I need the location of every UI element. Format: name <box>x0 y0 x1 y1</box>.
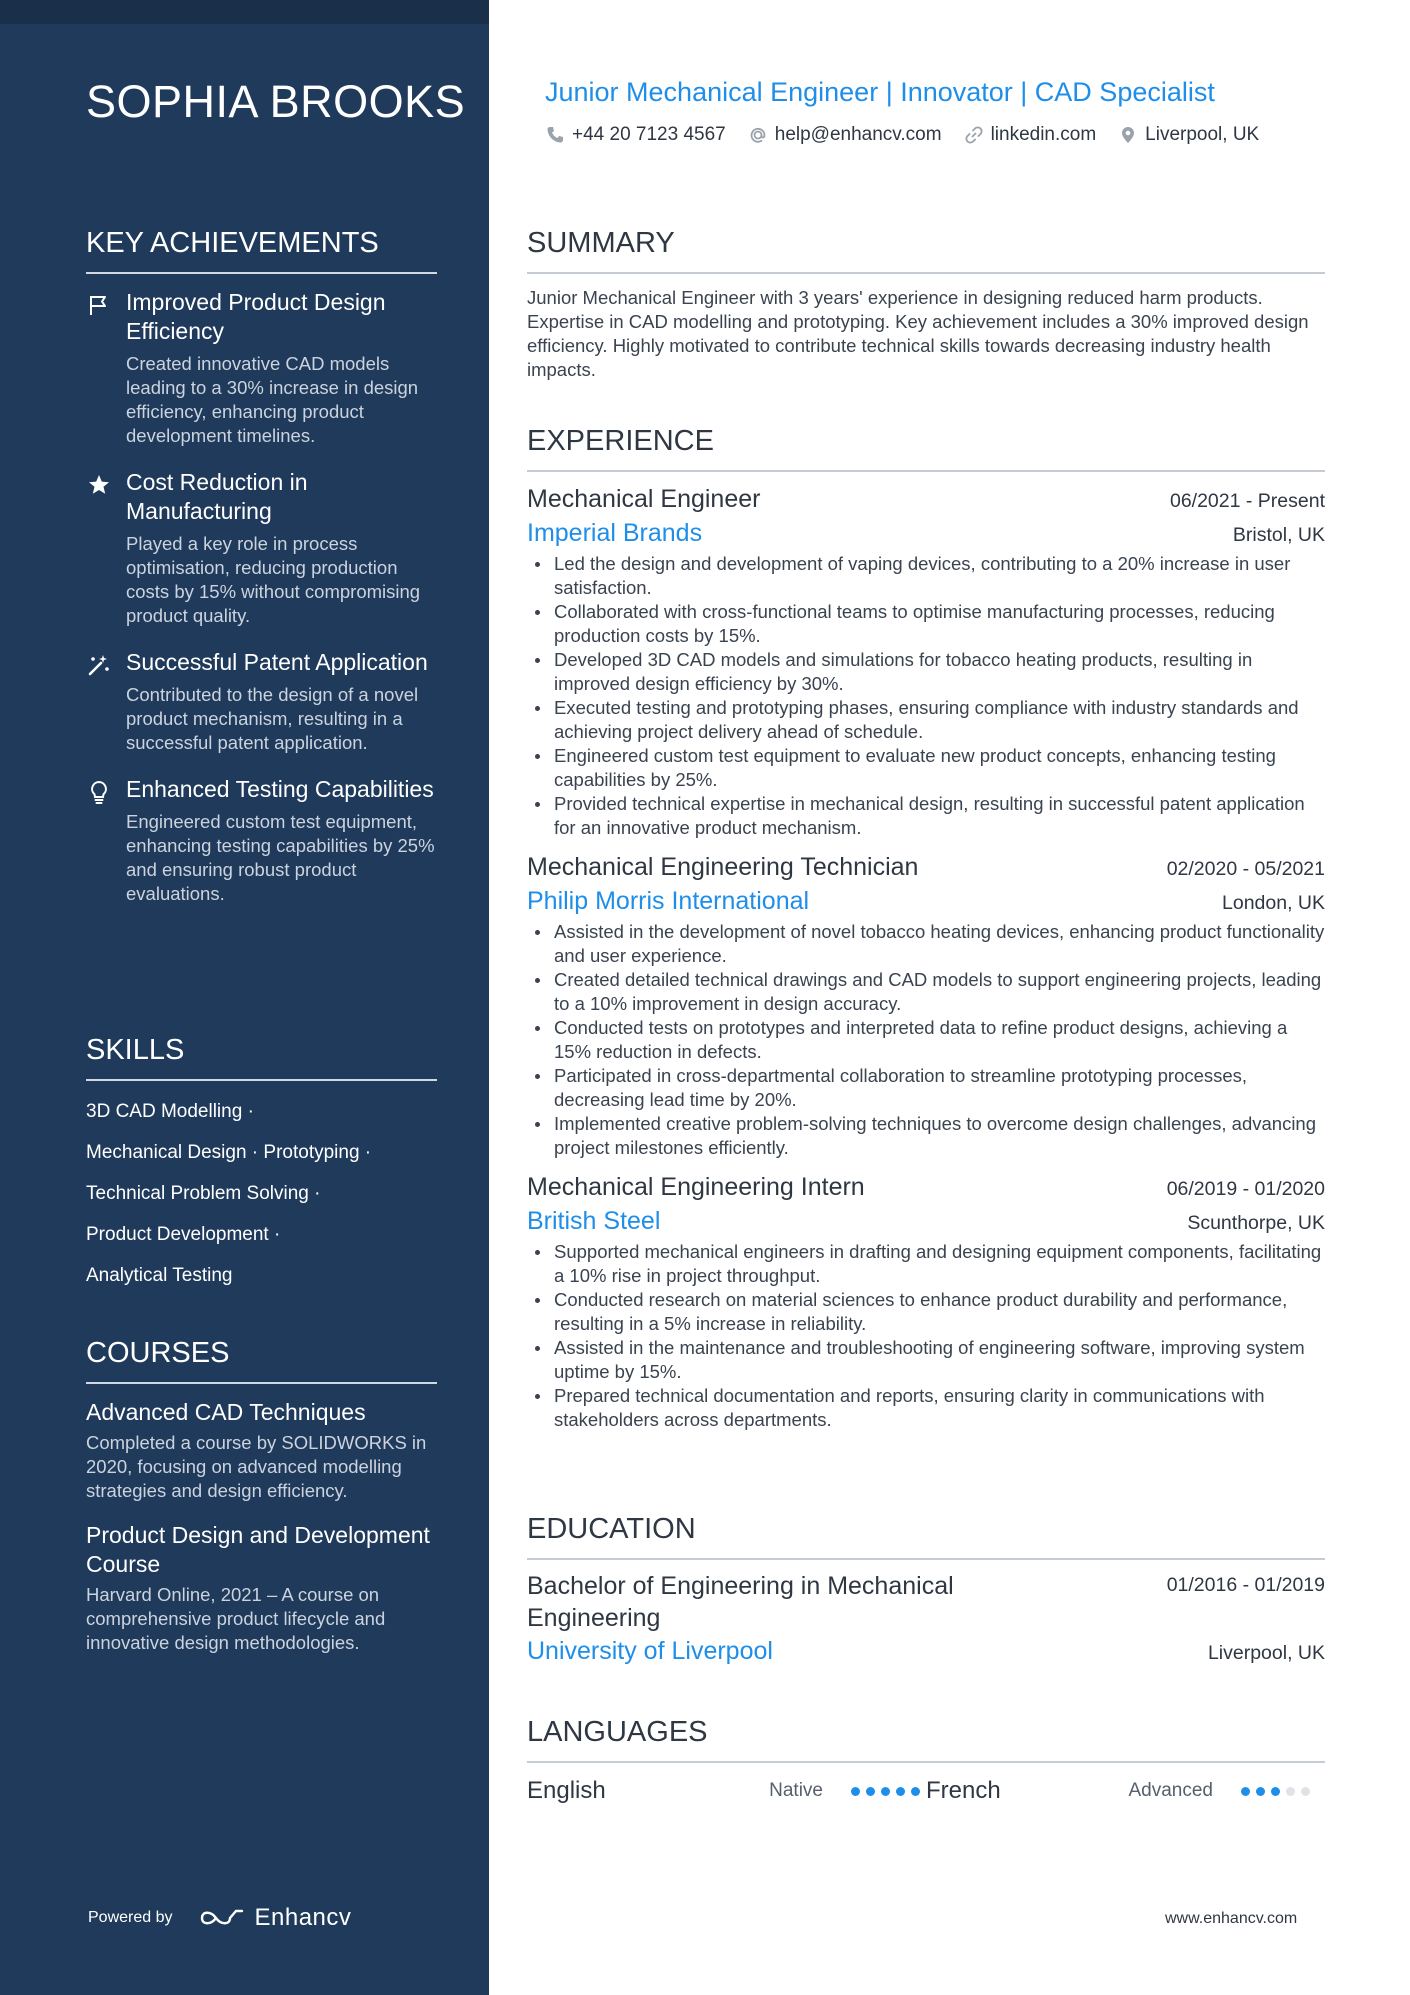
job-location: Scunthorpe, UK <box>1187 1212 1325 1234</box>
education-heading: EDUCATION <box>527 1512 1325 1560</box>
language-name: English <box>527 1777 606 1804</box>
email-text: help@enhancv.com <box>774 124 942 145</box>
sidebar <box>0 0 489 1995</box>
language-level: Native <box>769 1780 823 1801</box>
location-text: Liverpool, UK <box>1145 124 1260 145</box>
enhancv-logo-icon <box>199 1906 245 1930</box>
achievement-item <box>86 288 437 448</box>
bullet-item: Participated in cross-departmental collaboration to streamline prototyping processes, decreasing lead time by 20%. <box>554 1064 1325 1112</box>
powered-by <box>88 1904 351 1932</box>
job-company[interactable]: British Steel <box>527 1207 661 1235</box>
bullet-item: Led the design and development of vaping devices, contributing to a 20% increase in user satisfaction. <box>554 552 1325 600</box>
school-name[interactable]: University of Liverpool <box>527 1637 773 1665</box>
achievement-item <box>86 648 437 755</box>
languages-section <box>527 1715 1325 1809</box>
linkedin-text: linkedin.com <box>990 124 1097 145</box>
proficiency-dot <box>1271 1787 1280 1796</box>
skill-row: Analytical Testing <box>86 1265 233 1286</box>
bullet-item: Collaborated with cross-functional teams to optimise manufacturing processes, reducing production costs by 15%. <box>554 600 1325 648</box>
job-location: London, UK <box>1222 892 1325 914</box>
language-item <box>527 1777 926 1805</box>
achievement-description: Played a key role in process optimisation, reducing production costs by 15% without compromising product quality. <box>126 533 421 626</box>
achievement-title: Successful Patent Application <box>126 649 428 675</box>
powered-by-label: Powered by <box>88 1909 173 1926</box>
job-bullets <box>527 920 1325 1160</box>
contact-linkedin[interactable] <box>964 124 1097 146</box>
achievement-description: Created innovative CAD models leading to a 30% increase in design efficiency, enhancing product development timelines. <box>126 353 419 446</box>
job-entry <box>527 482 1325 840</box>
skills-section <box>86 1033 437 1296</box>
bullet-item: Provided technical expertise in mechanical design, resulting in successful patent application for an innovative product mechanism. <box>554 792 1325 840</box>
flag-icon <box>86 292 112 318</box>
phone-icon <box>545 125 565 145</box>
achievement-item <box>86 468 437 628</box>
course-description: Harvard Online, 2021 – A course on comprehensive product lifecycle and innovative design methodologies. <box>86 1584 386 1653</box>
bullet-item: Assisted in the maintenance and troubleshooting of engineering software, improving system uptime by 15%. <box>554 1336 1325 1384</box>
job-entry <box>527 1170 1325 1432</box>
proficiency-dot <box>881 1787 890 1796</box>
bullet-item: Prepared technical documentation and reports, ensuring clarity in communications with stakeholders across departments. <box>554 1384 1325 1432</box>
skill-row: Mechanical Design · Prototyping · <box>86 1142 372 1163</box>
link-icon <box>964 125 984 145</box>
job-bullets <box>527 552 1325 840</box>
achievement-title: Improved Product Design Efficiency <box>126 289 386 344</box>
experience-section <box>527 424 1325 1432</box>
summary-section <box>527 226 1325 382</box>
job-title: Mechanical Engineering Technician <box>527 853 919 881</box>
bullet-item: Assisted in the development of novel tobacco heating devices, enhancing product functionality and user experience. <box>554 921 1325 966</box>
bullet-item: Implemented creative problem-solving techniques to overcome design challenges, advancing project milestones efficiently. <box>554 1112 1325 1160</box>
contact-location <box>1118 124 1259 146</box>
language-proficiency-dots <box>1241 1787 1316 1796</box>
lightbulb-icon <box>86 779 112 805</box>
skill-row: 3D CAD Modelling · <box>86 1101 254 1122</box>
degree-title: Bachelor of Engineering in Mechanical Engineering <box>527 1572 954 1632</box>
contact-email[interactable] <box>748 124 942 146</box>
skill-row: Product Development · <box>86 1224 281 1245</box>
course-title: Product Design and Development Course <box>86 1522 430 1577</box>
bullet-item: Developed 3D CAD models and simulations for tobacco heating products, resulting in improved design efficiency by 30%. <box>554 648 1325 696</box>
achievement-description: Contributed to the design of a novel product mechanism, resulting in a successful patent application. <box>126 684 419 753</box>
location-pin-icon <box>1118 125 1138 145</box>
course-description: Completed a course by SOLIDWORKS in 2020, focusing on advanced modelling strategies and design efficiency. <box>86 1432 427 1501</box>
courses-section <box>86 1336 437 1673</box>
proficiency-dot <box>896 1787 905 1796</box>
summary-heading: SUMMARY <box>527 226 1325 274</box>
proficiency-dot <box>1241 1787 1250 1796</box>
job-title: Mechanical Engineering Intern <box>527 1173 865 1201</box>
course-item <box>86 1521 437 1655</box>
bullet-item: Conducted research on material sciences to enhance product durability and performance, resulting in a 5% increase in reliability. <box>554 1288 1325 1336</box>
bullet-item: Conducted tests on prototypes and interpreted data to refine product designs, achieving a 15% reduction in defects. <box>554 1016 1325 1064</box>
proficiency-dot <box>851 1787 860 1796</box>
job-bullets <box>527 1240 1325 1432</box>
language-proficiency-dots <box>851 1787 926 1796</box>
job-title: Mechanical Engineer <box>527 485 761 513</box>
job-date: 06/2021 - Present <box>1169 490 1325 512</box>
language-item <box>926 1777 1325 1805</box>
education-section <box>527 1512 1325 1668</box>
job-location: Bristol, UK <box>1232 524 1325 546</box>
language-level: Advanced <box>1128 1780 1213 1801</box>
contact-phone[interactable] <box>545 124 726 146</box>
skill-row: Technical Problem Solving · <box>86 1183 321 1204</box>
education-location: Liverpool, UK <box>1207 1642 1325 1664</box>
job-date: 02/2020 - 05/2021 <box>1166 858 1325 880</box>
contact-bar <box>545 124 1281 146</box>
education-entry <box>527 1570 1325 1668</box>
sidebar-top-strip <box>0 0 489 24</box>
bullet-item: Engineered custom test equipment to evaluate new product concepts, enhancing testing capabilities by 25%. <box>554 744 1325 792</box>
bullet-item: Supported mechanical engineers in drafting and designing equipment components, facilitating a 10% rise in project throughput. <box>554 1240 1325 1288</box>
candidate-name: SOPHIA BROOKS <box>86 76 466 127</box>
bullet-item: Executed testing and prototyping phases, ensuring compliance with industry standards and achieving project delivery ahead of schedule. <box>554 696 1325 744</box>
job-date: 06/2019 - 01/2020 <box>1166 1178 1325 1200</box>
key-achievements-section <box>86 226 437 926</box>
headline: Junior Mechanical Engineer | Innovator | CAD Specialist <box>545 77 1215 107</box>
key-achievements-heading: KEY ACHIEVEMENTS <box>86 226 437 274</box>
proficiency-dot <box>911 1787 920 1796</box>
achievement-title: Cost Reduction in Manufacturing <box>126 469 308 524</box>
job-company[interactable]: Imperial Brands <box>527 519 703 547</box>
footer-url[interactable]: www.enhancv.com <box>1165 1910 1298 1927</box>
languages-heading: LANGUAGES <box>527 1715 1325 1763</box>
phone-text: +44 20 7123 4567 <box>572 124 726 145</box>
education-date: 01/2016 - 01/2019 <box>1166 1574 1325 1596</box>
powered-by-brand: Enhancv <box>254 1904 352 1931</box>
language-name: French <box>926 1777 1001 1804</box>
wand-icon <box>86 652 112 678</box>
proficiency-dot <box>1286 1787 1295 1796</box>
course-title: Advanced CAD Techniques <box>86 1399 366 1425</box>
courses-heading: COURSES <box>86 1336 437 1384</box>
achievement-item <box>86 775 437 906</box>
summary-text: Junior Mechanical Engineer with 3 years' experience in designing reduced harm products. Expertise in CAD modelling and prototyping. Key achievement includes a 30% improved design efficiency. Highly motivated to contribute technical skills towards decreasing industry health impacts. <box>527 287 1309 380</box>
job-company[interactable]: Philip Morris International <box>527 887 810 915</box>
proficiency-dot <box>866 1787 875 1796</box>
star-icon <box>86 472 112 498</box>
achievement-description: Engineered custom test equipment, enhancing testing capabilities by 25% and ensuring robust product evaluations. <box>126 811 435 904</box>
achievement-title: Enhanced Testing Capabilities <box>126 776 434 802</box>
proficiency-dot <box>1256 1787 1265 1796</box>
skills-heading: SKILLS <box>86 1033 437 1081</box>
proficiency-dot <box>1301 1787 1310 1796</box>
course-item <box>86 1398 437 1503</box>
bullet-item: Created detailed technical drawings and CAD models to support engineering projects, leading to a 10% improvement in design accuracy. <box>554 968 1325 1016</box>
experience-heading: EXPERIENCE <box>527 424 1325 472</box>
at-icon <box>748 125 768 145</box>
job-entry <box>527 850 1325 1160</box>
